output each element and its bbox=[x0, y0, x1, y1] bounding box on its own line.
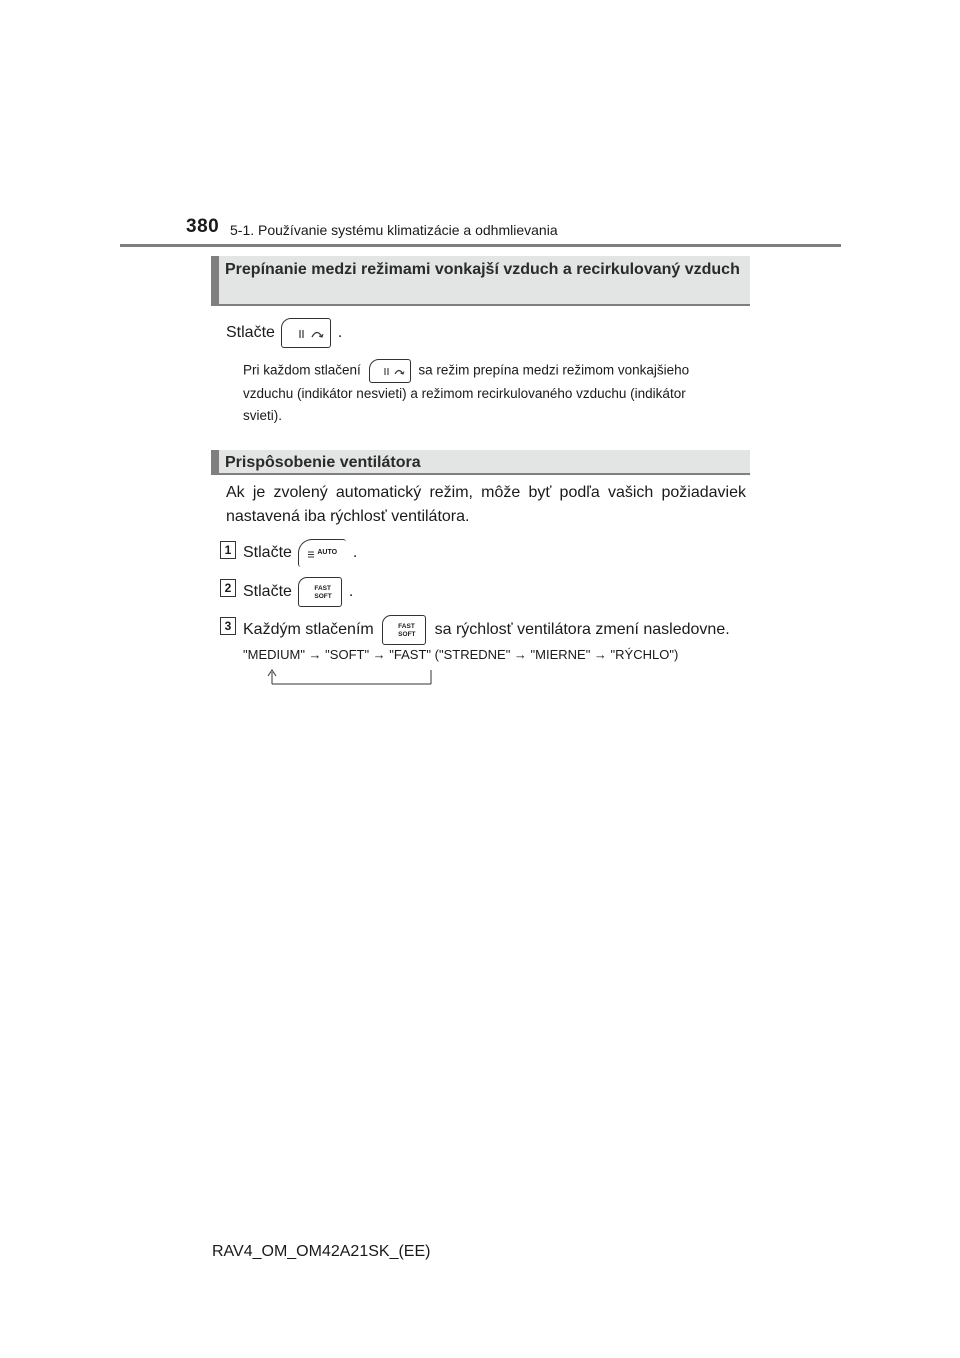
cycle-return-arrow-icon bbox=[262, 668, 437, 688]
note-line-1-start: Pri každom stlačení bbox=[243, 362, 361, 378]
note-line-1-end: sa režim prepína medzi režimom vonkajšieho bbox=[418, 362, 690, 378]
note-line-1 bbox=[243, 359, 689, 383]
auto-button-icon bbox=[298, 539, 346, 567]
step-3-label: Každým stlačením bbox=[243, 621, 374, 639]
header-rule bbox=[120, 244, 841, 247]
step-2-text bbox=[243, 577, 353, 607]
press-recirc-line bbox=[226, 318, 342, 348]
fan-speed-button-icon bbox=[298, 577, 342, 607]
step-2-end: . bbox=[348, 583, 354, 601]
fan-intro-line-2: nastavená iba rýchlosť ventilátora. bbox=[226, 508, 470, 525]
fan-cycle-text: "MEDIUM" → "SOFT" → "FAST" ("STREDNE" → "MIERNE" → "RÝCHLO") bbox=[243, 647, 679, 662]
fan-label-fast: FAST bbox=[314, 585, 331, 592]
step-2-label: Stlačte bbox=[243, 583, 292, 601]
chapter-title: 5-1. Používanie systému klimatizácie a odhmlievania bbox=[230, 222, 558, 238]
fan-label-soft: SOFT bbox=[398, 631, 416, 638]
fan-label-soft: SOFT bbox=[314, 593, 332, 600]
step-1-end: . bbox=[352, 544, 358, 562]
step-3-text bbox=[243, 615, 730, 645]
page-number: 380 bbox=[186, 216, 220, 237]
press-end: . bbox=[337, 324, 343, 342]
fan-intro-line-1: Ak je zvolený automatický režim, môže byť podľa vašich požiadaviek bbox=[226, 484, 746, 501]
step-3-end: sa rýchlosť ventilátora zmení nasledovne. bbox=[434, 621, 730, 639]
note-line-3: svieti). bbox=[243, 408, 283, 423]
step-1-label: Stlačte bbox=[243, 544, 292, 562]
section-heading-fan: Prispôsobenie ventilátora bbox=[211, 450, 750, 475]
step-1-text bbox=[243, 539, 357, 567]
recirculation-button-icon bbox=[281, 318, 331, 348]
fan-label-fast: FAST bbox=[398, 623, 415, 630]
step-number-1: 1 bbox=[220, 541, 236, 559]
footer-document-code: RAV4_OM_OM42A21SK_(EE) bbox=[212, 1243, 431, 1260]
section-heading-air-mode: Prepínanie medzi režimami vonkajší vzduch a recirkulovaný vzduch bbox=[211, 256, 750, 306]
step-number-3: 3 bbox=[220, 617, 236, 635]
fan-speed-button-icon bbox=[382, 615, 426, 645]
recirculation-button-icon bbox=[369, 359, 411, 383]
press-label: Stlačte bbox=[226, 324, 275, 342]
note-line-2: vzduchu (indikátor nesvieti) a režimom recirkulovaného vzduchu (indikátor bbox=[243, 386, 686, 401]
auto-button-label: AUTO bbox=[317, 549, 338, 556]
step-number-2: 2 bbox=[220, 579, 236, 597]
